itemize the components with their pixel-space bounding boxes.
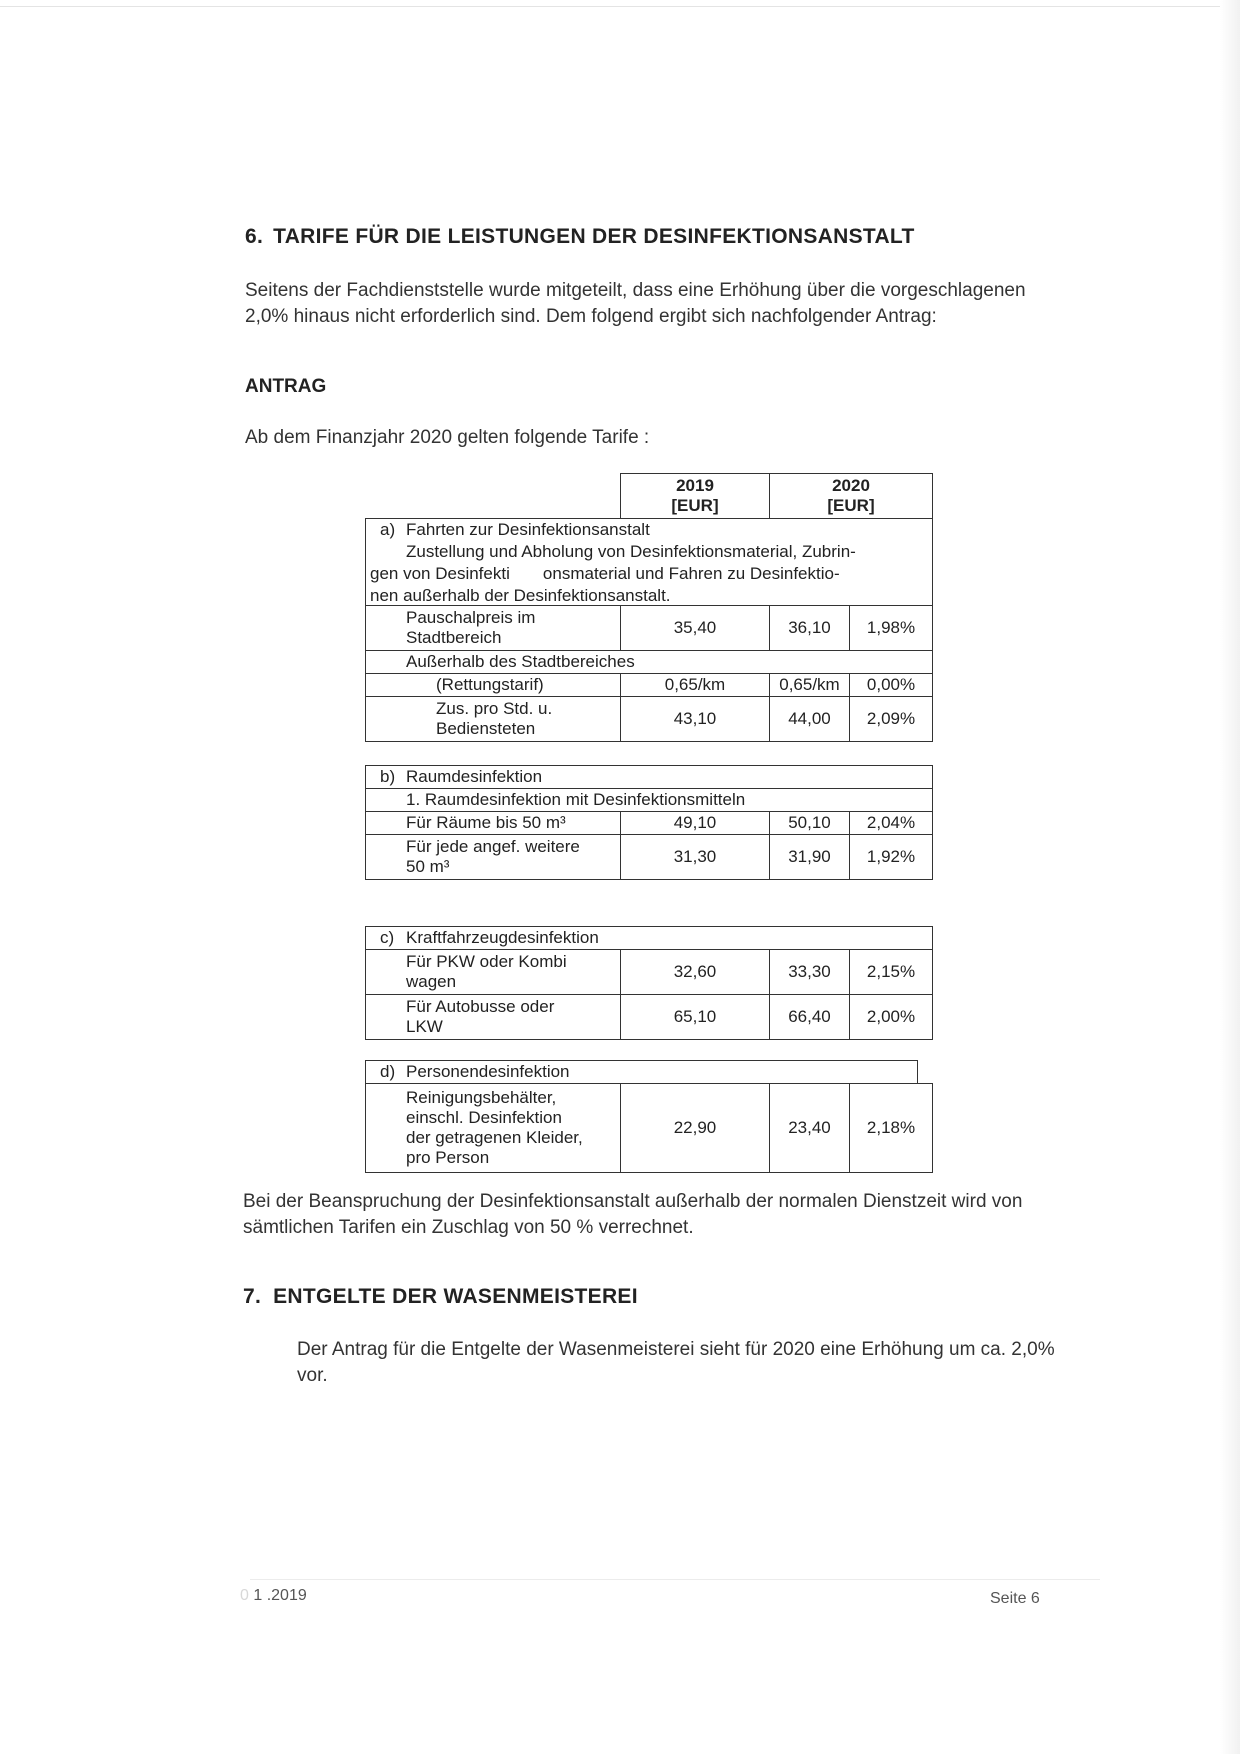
section-6-title: TARIFE FÜR DIE LEISTUNGEN DER DESINFEKTIONSANSTALT (273, 225, 915, 248)
section-7-title: ENTGELTE DER WASENMEISTEREI (273, 1285, 638, 1308)
cell-percent: 2,09% (849, 696, 933, 742)
cell-2019: 43,10 (620, 696, 770, 742)
section-a-title-row (366, 519, 932, 541)
surcharge-paragraph: Bei der Beanspruchung der Desinfektionsanstalt außerhalb der normalen Dienstzeit wird von sämtlichen Tarifen ein Zuschlag von 50 % verrechnet. (243, 1191, 1023, 1238)
section-b-title: Raumdesinfektion (406, 767, 543, 786)
cell-2019: 65,10 (620, 994, 770, 1040)
row-label (365, 696, 621, 742)
section-c-title: Kraftfahrzeugdesinfektion (406, 928, 599, 947)
cell-2020: 66,40 (769, 994, 850, 1040)
antrag-label: ANTRAG (245, 376, 327, 397)
section-a-description (365, 518, 933, 606)
section-b-title-row (365, 765, 933, 789)
footer-date-text: 1 .2019 (253, 1587, 307, 1604)
section-a-desc-line3: nen außerhalb der Desinfektionsanstalt. (370, 586, 671, 605)
cell-2020: 31,90 (769, 834, 850, 880)
cell-percent: 1,92% (849, 834, 933, 880)
cell-2019: 49,10 (620, 811, 770, 835)
row-label-line2: LKW (406, 1017, 443, 1036)
section-b-key: b) (380, 767, 396, 786)
row-label-line3: der getragenen Kleider, (406, 1128, 583, 1147)
cell-2019: 32,60 (620, 949, 770, 995)
footer-date-faint: 0 (240, 1587, 249, 1604)
section-a-desc-line2: gen von Desinfekti onsmaterial und Fahren zu Desinfektio- (370, 564, 840, 583)
cell-percent: 1,98% (849, 605, 933, 651)
cell-2019: 22,90 (620, 1083, 770, 1173)
page-top-edge (0, 6, 1240, 7)
row-label (365, 994, 621, 1040)
row-label-line1: Reinigungsbehälter, (406, 1088, 557, 1107)
row-label-line4: pro Person (406, 1148, 490, 1167)
row-label-line2: Stadtbereich (406, 628, 502, 647)
cell-percent: 2,04% (849, 811, 933, 835)
header-2020-year: 2020 (832, 476, 870, 495)
row-label: (Rettungstarif) (365, 673, 621, 697)
section-7-heading (243, 1285, 638, 1309)
row-label-line1: Für PKW oder Kombi (406, 952, 567, 971)
cell-2020: 36,10 (769, 605, 850, 651)
row-label-line1: Zus. pro Std. u. (436, 699, 553, 718)
cell-2019: 31,30 (620, 834, 770, 880)
cell-2020: 50,10 (769, 811, 850, 835)
section-b-subheading: 1. Raumdesinfektion mit Desinfektionsmitteln (365, 788, 933, 812)
section-d-key: d) (380, 1062, 396, 1081)
section-7-number: 7. (243, 1285, 262, 1308)
cell-percent: 2,18% (849, 1083, 933, 1173)
cell-2020: 23,40 (769, 1083, 850, 1173)
row-label-line2: Bediensteten (436, 719, 536, 738)
section-a-key: a) (380, 520, 396, 539)
cell-percent: 2,15% (849, 949, 933, 995)
section-c-key: c) (380, 928, 395, 947)
footer-divider (250, 1579, 1100, 1580)
row-label (365, 949, 621, 995)
cell-2020: 33,30 (769, 949, 850, 995)
tariff-intro: Ab dem Finanzjahr 2020 gelten folgende Tarife : (245, 427, 650, 448)
section-c-title-row (365, 926, 933, 950)
section-a-title: Fahrten zur Desinfektionsanstalt (406, 520, 650, 539)
footer-date (240, 1587, 307, 1605)
row-label-line1: Pauschalpreis im (406, 608, 536, 627)
page-number: Seite 6 (990, 1590, 1040, 1607)
cell-percent: 2,00% (849, 994, 933, 1040)
header-2020 (769, 473, 933, 519)
section-6-paragraph: Seitens der Fachdienststelle wurde mitgeteilt, dass eine Erhöhung über die vorgeschlagenen 2,0% hinaus nicht erforderlich sind. Dem folgend ergibt sich nachfolgender Antrag: (245, 280, 1026, 327)
row-label (365, 605, 621, 651)
row-label-line1: Für Autobusse oder (406, 997, 555, 1016)
row-label-line1: Für jede angef. weitere (406, 837, 580, 856)
section-6-number: 6. (245, 225, 264, 248)
row-label (365, 1083, 621, 1173)
header-2019-unit: [EUR] (671, 496, 719, 515)
header-2019 (620, 473, 770, 519)
row-label-line2: 50 m³ (406, 857, 450, 876)
section-a-desc (366, 541, 932, 607)
cell-2019: 0,65/km (620, 673, 770, 697)
cell-2020: 44,00 (769, 696, 850, 742)
cell-percent: 0,00% (849, 673, 933, 697)
section-d-title: Personendesinfektion (406, 1062, 570, 1081)
row-label-line2: wagen (406, 972, 457, 991)
header-2019-year: 2019 (676, 476, 714, 495)
header-2020-unit: [EUR] (827, 496, 875, 515)
row-label-line2: einschl. Desinfektion (406, 1108, 562, 1127)
section-a-desc-line1: Zustellung und Abholung von Desinfektionsmaterial, Zubrin- (406, 542, 856, 561)
cell-2020: 0,65/km (769, 673, 850, 697)
section-a-subheading: Außerhalb des Stadtbereiches (365, 650, 933, 674)
row-label: Für Räume bis 50 m³ (365, 811, 621, 835)
row-label (365, 834, 621, 880)
section-7-paragraph: Der Antrag für die Entgelte der Wasenmeisterei sieht für 2020 eine Erhöhung um ca. 2,0% vor. (297, 1339, 1055, 1386)
cell-2019: 35,40 (620, 605, 770, 651)
scan-shadow (1220, 0, 1240, 1754)
section-d-title-row (365, 1060, 918, 1084)
section-6-heading (245, 225, 915, 249)
